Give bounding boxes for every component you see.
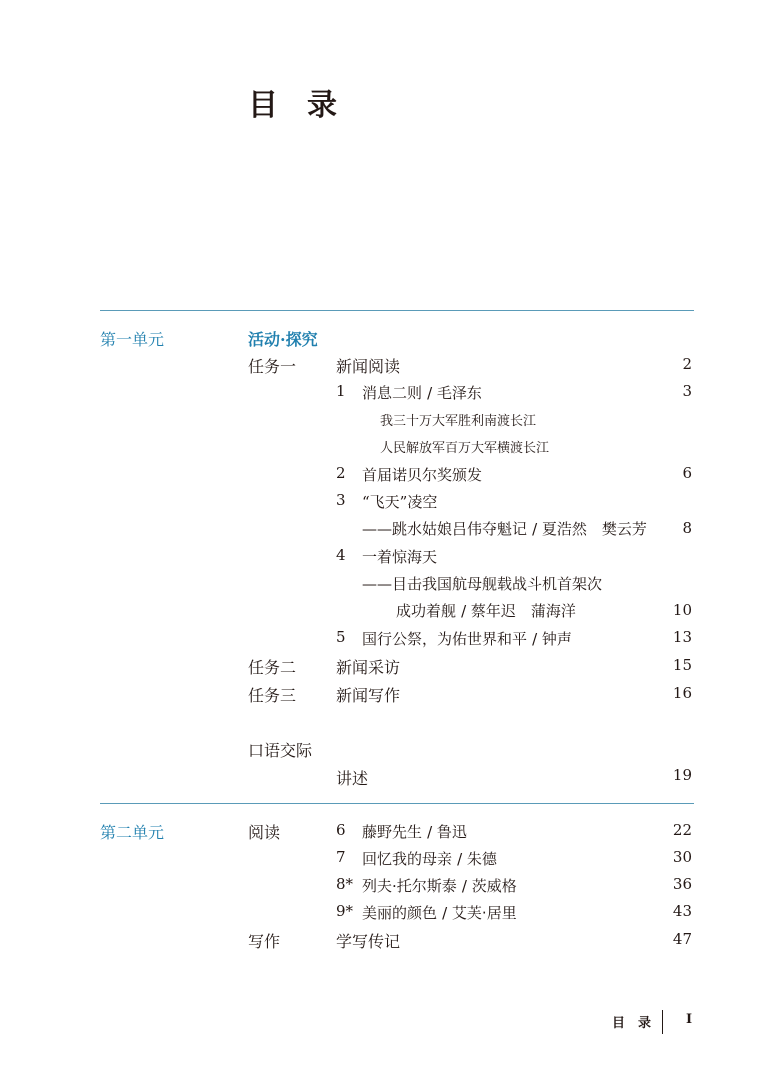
task3-title[interactable]: 新闻写作 bbox=[336, 686, 401, 705]
item2-title[interactable]: 首届诺贝尔奖颁发 bbox=[362, 466, 483, 484]
item3-title[interactable]: “飞天”凌空 bbox=[362, 493, 438, 511]
task3-page: 16 bbox=[672, 684, 692, 702]
writing-label: 写作 bbox=[248, 932, 281, 951]
item3-subtitle: ——跳水姑娘吕伟夺魁记 bbox=[362, 520, 528, 538]
item4-title[interactable]: 一着惊海天 bbox=[362, 548, 438, 566]
footer-page-number: I bbox=[686, 1012, 693, 1027]
oral-title[interactable]: 讲述 bbox=[336, 769, 369, 788]
item9-entry[interactable] bbox=[362, 902, 517, 923]
item3-author: / 夏浩然 樊云芳 bbox=[532, 520, 647, 538]
item6-author: / 鲁迅 bbox=[427, 823, 467, 841]
footer-label: 目 录 bbox=[612, 1016, 652, 1031]
task1-page: 2 bbox=[682, 355, 692, 373]
item4-subtitle2-line[interactable] bbox=[396, 600, 576, 621]
item1-author: / 毛泽东 bbox=[427, 384, 482, 402]
unit1-top-rule bbox=[100, 310, 694, 311]
page-title bbox=[248, 80, 338, 124]
item6-number: 6 bbox=[336, 821, 346, 839]
item3-subtitle-line[interactable] bbox=[362, 518, 647, 539]
item7-title: 回忆我的母亲 bbox=[362, 850, 453, 868]
oral-page: 19 bbox=[672, 766, 692, 784]
item9-number: 9* bbox=[336, 902, 354, 920]
item1-sub2[interactable]: 人民解放军百万大军横渡长江 bbox=[380, 441, 550, 456]
item9-page: 43 bbox=[672, 902, 692, 920]
item7-page: 30 bbox=[672, 848, 692, 866]
footer-divider bbox=[662, 1010, 663, 1034]
item9-title: 美丽的颜色 bbox=[362, 904, 438, 922]
reading-label: 阅读 bbox=[248, 823, 281, 842]
item3-page: 8 bbox=[682, 519, 692, 537]
item1-entry[interactable] bbox=[362, 382, 482, 403]
item5-number: 5 bbox=[336, 628, 346, 646]
item8-page: 36 bbox=[672, 875, 692, 893]
item8-title: 列夫·托尔斯泰 bbox=[362, 877, 457, 895]
item1-number: 1 bbox=[336, 382, 346, 400]
item2-number: 2 bbox=[336, 464, 346, 482]
unit1-label: 第一单元 bbox=[100, 330, 165, 349]
item1-title: 消息二则 bbox=[362, 384, 423, 402]
task1-label: 任务一 bbox=[248, 357, 297, 376]
unit2-top-rule bbox=[100, 803, 694, 804]
item7-entry[interactable] bbox=[362, 848, 497, 869]
item4-subtitle1[interactable]: ——目击我国航母舰载战斗机首架次 bbox=[362, 575, 603, 593]
writing-title[interactable]: 学写传记 bbox=[336, 932, 401, 951]
task1-title[interactable]: 新闻阅读 bbox=[336, 357, 401, 376]
item6-title: 藤野先生 bbox=[362, 823, 423, 841]
task2-title[interactable]: 新闻采访 bbox=[336, 658, 401, 677]
item7-author: / 朱德 bbox=[457, 850, 497, 868]
item1-sub1[interactable]: 我三十万大军胜利南渡长江 bbox=[380, 414, 537, 429]
item5-author: / 钟声 bbox=[532, 630, 572, 648]
item8-author: / 茨威格 bbox=[461, 877, 517, 895]
unit2-label: 第二单元 bbox=[100, 823, 165, 842]
item9-author: / 艾芙·居里 bbox=[442, 904, 517, 922]
item5-page: 13 bbox=[672, 628, 692, 646]
unit1-section-heading: 活动·探究 bbox=[248, 330, 318, 349]
oral-label: 口语交际 bbox=[248, 741, 313, 760]
item5-entry[interactable] bbox=[362, 628, 572, 649]
item5-title: 国行公祭，为佑世界和平 bbox=[362, 630, 528, 648]
item4-page: 10 bbox=[672, 601, 692, 619]
item4-subtitle2: 成功着舰 bbox=[396, 602, 457, 620]
item2-page: 6 bbox=[682, 464, 692, 482]
item4-number: 4 bbox=[336, 546, 346, 564]
item8-entry[interactable] bbox=[362, 875, 517, 896]
item8-number: 8* bbox=[336, 875, 354, 893]
item3-number: 3 bbox=[336, 491, 346, 509]
title-char-1: 目 bbox=[248, 88, 279, 123]
writing-page: 47 bbox=[672, 930, 692, 948]
item4-author: / 蔡年迟 蒲海洋 bbox=[461, 602, 576, 620]
task2-label: 任务二 bbox=[248, 658, 297, 677]
item1-page: 3 bbox=[682, 382, 692, 400]
item6-page: 22 bbox=[672, 821, 692, 839]
task3-label: 任务三 bbox=[248, 686, 297, 705]
title-char-2: 录 bbox=[307, 88, 338, 123]
item6-entry[interactable] bbox=[362, 821, 467, 842]
task2-page: 15 bbox=[672, 656, 692, 674]
item7-number: 7 bbox=[336, 848, 346, 866]
